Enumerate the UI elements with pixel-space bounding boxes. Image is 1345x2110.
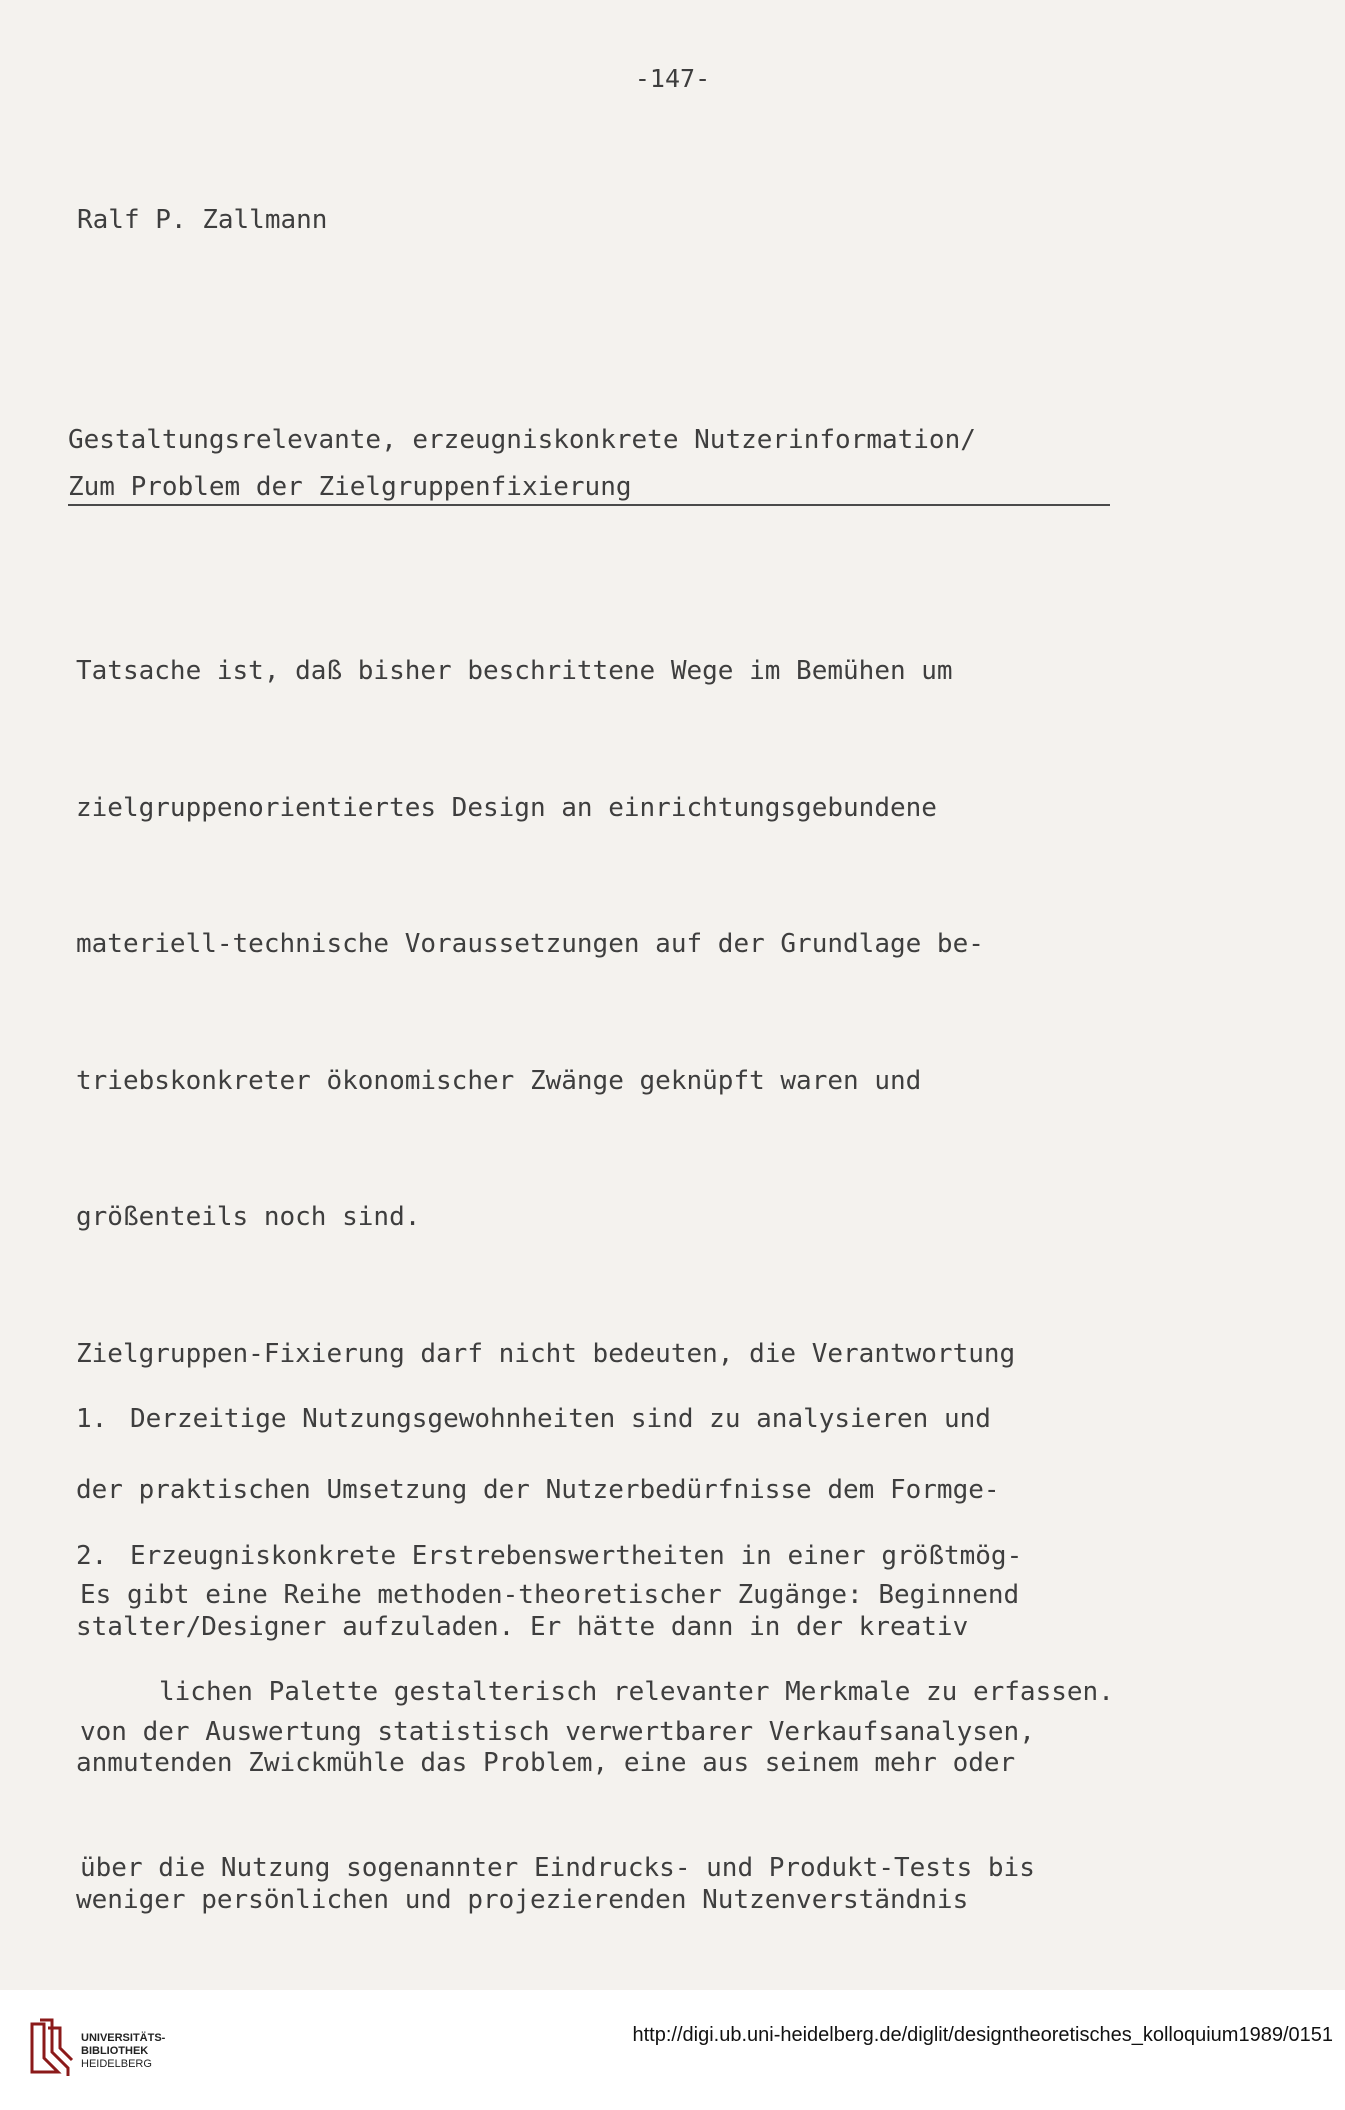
text-line: Zielgruppen-Fixierung darf nicht bedeuten, die Verantwortung [76,1338,1016,1369]
author-name: Ralf P. Zallmann [77,205,328,235]
list-text-continuation: lichen Palette gestalterisch relevanter Merkmale zu erfassen. [159,1677,1114,1707]
text-line: zielgruppenorientiertes Design an einrichtungsgebundene [76,792,937,823]
text-line: größenteils noch sind. [76,1202,421,1232]
text-line: weniger persönlichen und projezierenden Nutzenverständnis [76,1884,969,1915]
text-line: Es gibt eine Reihe methoden-theoretischer Zugänge: Beginnend [80,1580,1020,1610]
text-line: der praktischen Umsetzung der Nutzerbedürfnisse dem Formge- [76,1475,1000,1505]
paragraph-2 [80,1482,1066,1990]
library-name-line: HEIDELBERG [81,2058,152,2070]
text-line: Tatsache ist, daß bisher beschrittene Wege im Bemühen um [76,656,953,686]
text-line: triebskonkreter ökonomischer Zwänge geknüpft waren und [76,1065,922,1096]
list-text: Erzeugniskonkrete Erstrebenswertheiten in einer größtmög- [130,1540,1023,1571]
title-line-1: Gestaltungsrelevante, erzeugniskonkrete Nutzerinformation/ [68,425,976,455]
text-line [80,1983,1066,1991]
text-line: materiell-technische Voraussetzungen auf der Grundlage be- [76,929,984,959]
text-line: stalter/Designer aufzuladen. Er hätte dann in der kreativ [76,1611,969,1642]
title-underline [68,504,1110,506]
footer-bar [0,1990,1345,2110]
title-line-2: Zum Problem der Zielgruppenfixierung [68,472,632,502]
text-line: von der Auswertung statistisch verwertbarer Verkaufsanalysen, [80,1716,1035,1747]
text-line: über die Nutzung sogenannter Eindrucks- und Produkt-Tests bis [80,1853,1035,1883]
list-item [76,1397,1114,1443]
list-text: Derzeitige Nutzungsgewohnheiten sind zu analysieren und [130,1404,991,1434]
source-url: http://digi.ub.uni-heidelberg.de/diglit/designtheoretisches_kolloquium1989/0151 [632,2024,1333,2046]
text-line: anmutenden Zwickmühle das Problem, eine aus seinem mehr oder [76,1748,1016,1778]
library-name-line: BIBLIOTHEK [81,2045,149,2057]
list-number: 1. [76,1404,108,1434]
library-name-line: UNIVERSITÄTS- [81,2032,166,2044]
library-logo-icon [28,2018,74,2078]
page-number: -147- [634,64,711,93]
library-name [81,2032,165,2071]
list-number: 2. [76,1540,108,1571]
